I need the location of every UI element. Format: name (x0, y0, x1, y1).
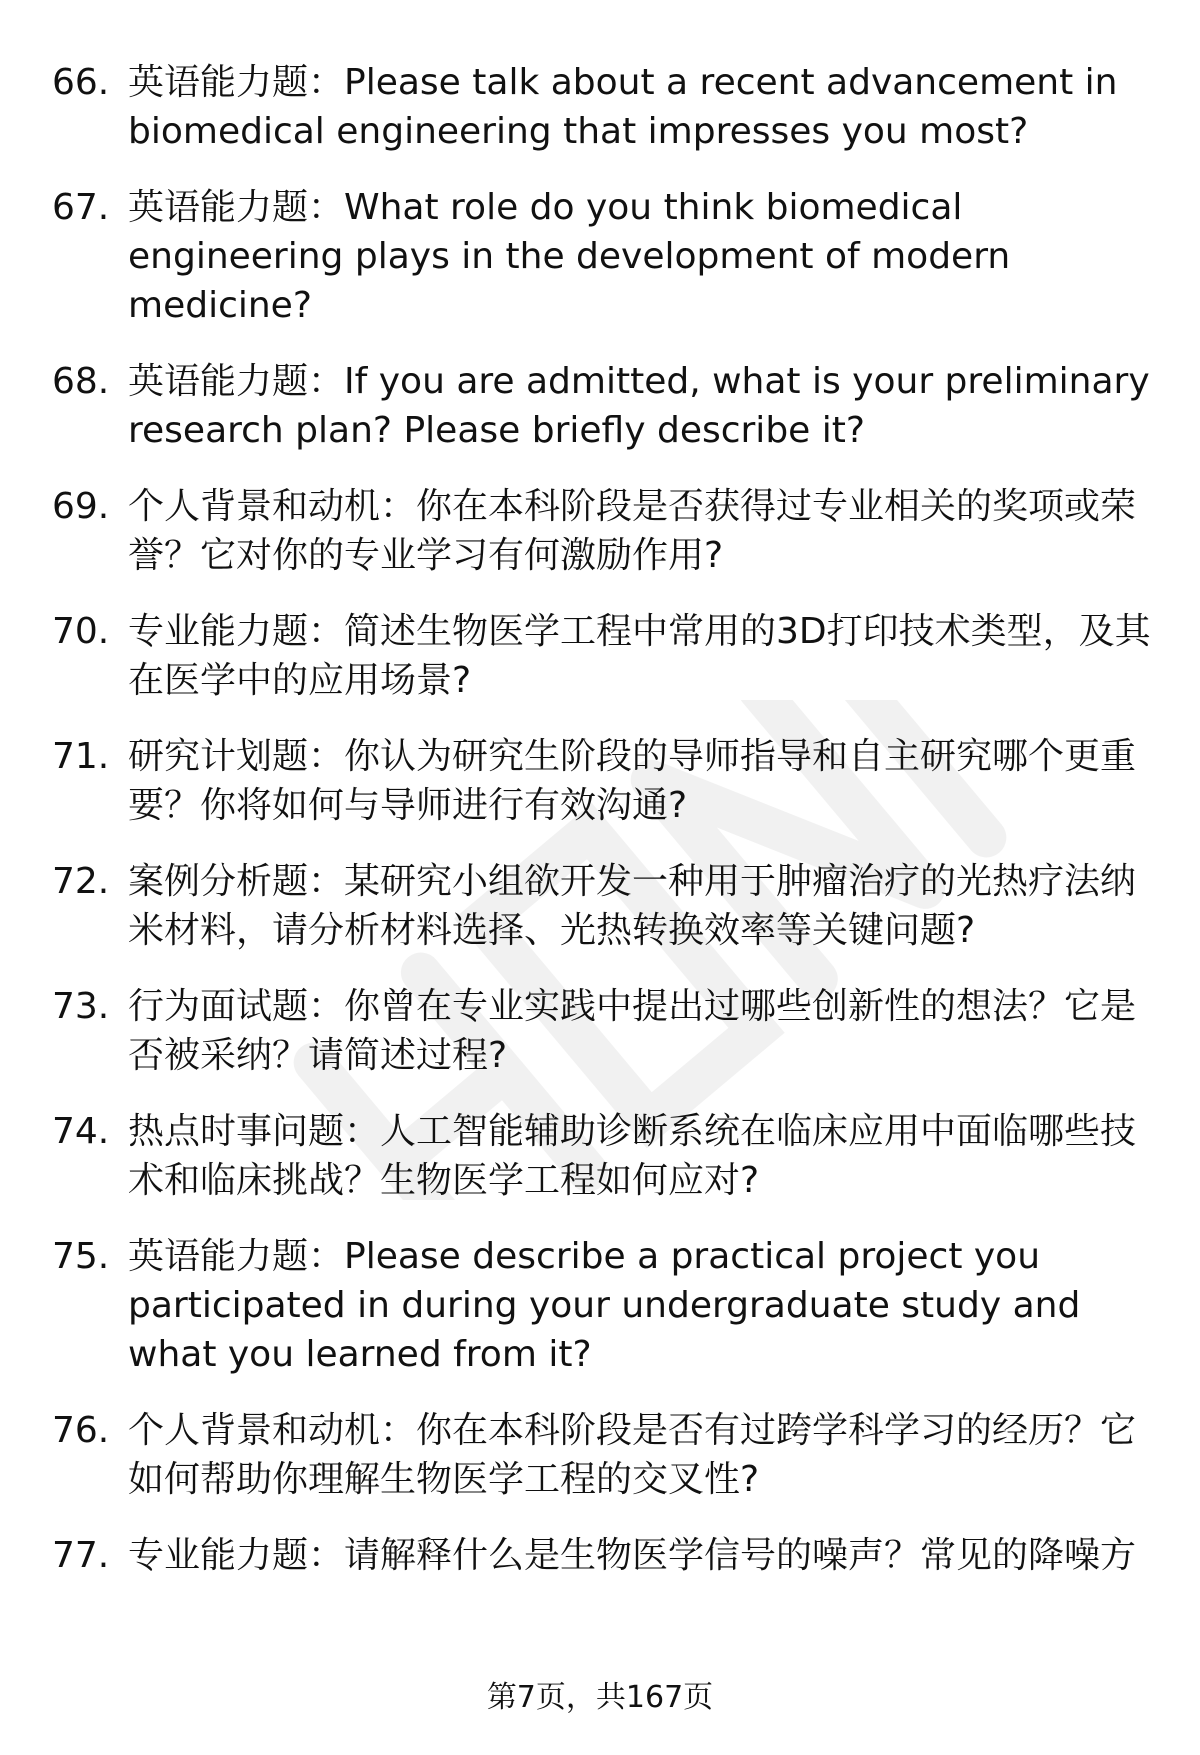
question-number: 75. (52, 1236, 110, 1277)
question-number: 74. (52, 1111, 110, 1152)
question-list (52, 58, 1157, 1607)
question-text: 专业能力题：请解释什么是生物医学信号的噪声？常见的降噪方 (128, 1535, 1137, 1576)
question-item (52, 183, 1157, 330)
question-item (52, 1107, 1157, 1205)
page-footer: 第7页，共167页 (486, 1680, 714, 1715)
question-item (52, 982, 1157, 1080)
question-number: 66. (52, 62, 110, 103)
question-number: 71. (52, 736, 110, 777)
question-number: 76. (52, 1410, 110, 1451)
question-text: 行为面试题：你曾在专业实践中提出过哪些创新性的想法？它是否被采纳？请简述过程? (128, 986, 1137, 1076)
question-item (52, 857, 1157, 955)
question-text: 个人背景和动机：你在本科阶段是否获得过专业相关的奖项或荣誉？它对你的专业学习有何激励作用? (128, 486, 1137, 576)
question-item (52, 482, 1157, 580)
question-text: 案例分析题：某研究小组欲开发一种用于肿瘤治疗的光热疗法纳米材料，请分析材料选择、光热转换效率等关键问题? (128, 861, 1137, 951)
question-number: 77. (52, 1535, 110, 1576)
question-item (52, 58, 1157, 156)
question-item (52, 1232, 1157, 1379)
question-number: 69. (52, 486, 110, 527)
question-item (52, 1406, 1157, 1504)
question-text: 英语能力题：Please describe a practical project you participated in during your undergraduate study and what you learned from it? (128, 1236, 1081, 1375)
question-number: 72. (52, 861, 110, 902)
question-number: 68. (52, 361, 110, 402)
question-text: 专业能力题：简述生物医学工程中常用的3D打印技术类型，及其在医学中的应用场景? (128, 611, 1151, 701)
question-item (52, 607, 1157, 705)
question-number: 73. (52, 986, 110, 1027)
question-number: 70. (52, 611, 110, 652)
question-text: 英语能力题：Please talk about a recent advancement in biomedical engineering that impresses you most? (128, 62, 1118, 152)
question-text: 研究计划题：你认为研究生阶段的导师指导和自主研究哪个更重要？你将如何与导师进行有效沟通? (128, 736, 1137, 826)
question-item (52, 732, 1157, 830)
question-text: 英语能力题：If you are admitted, what is your preliminary research plan? Please briefly describe it? (128, 361, 1150, 451)
question-number: 67. (52, 187, 110, 228)
question-item (52, 1531, 1157, 1580)
question-text: 热点时事问题：人工智能辅助诊断系统在临床应用中面临哪些技术和临床挑战？生物医学工程如何应对? (128, 1111, 1137, 1201)
question-text: 英语能力题：What role do you think biomedical engineering plays in the development of modern medicine? (128, 187, 1011, 326)
question-text: 个人背景和动机：你在本科阶段是否有过跨学科学习的经历？它如何帮助你理解生物医学工程的交叉性? (128, 1410, 1137, 1500)
question-item (52, 357, 1157, 455)
